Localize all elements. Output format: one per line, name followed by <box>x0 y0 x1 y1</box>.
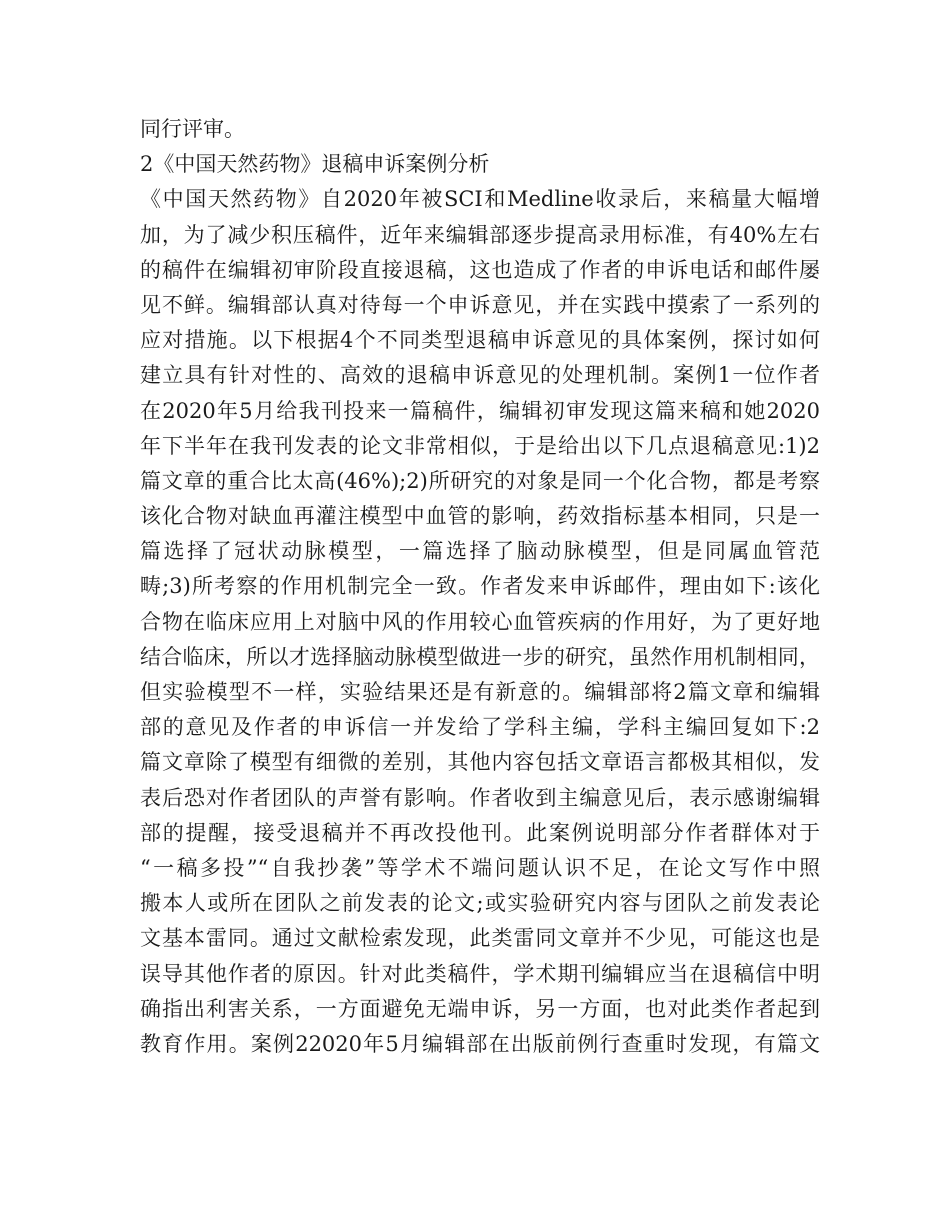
text-line: 篇文章的重合比太高(46%);2)所研究的对象是同一个化合物，都是考察 <box>140 468 820 493</box>
body-text <box>140 112 820 1062</box>
text-line: 该化合物对缺血再灌注模型中血管的影响，药效指标基本相同，只是一 <box>140 504 820 529</box>
text-line: 应对措施。以下根据4个不同类型退稿申诉意见的具体案例，探讨如何 <box>140 328 820 353</box>
text-line: 文基本雷同。通过文献检索发现，此类雷同文章并不少见，可能这也是 <box>140 926 820 951</box>
text-line: 确指出利害关系，一方面避免无端申诉，另一方面，也对此类作者起到 <box>140 996 820 1021</box>
text-line: 表后恐对作者团队的声誉有影响。作者收到主编意见后，表示感谢编辑 <box>140 785 820 810</box>
text-line: 见不鲜。编辑部认真对待每一个申诉意见，并在实践中摸索了一系列的 <box>140 292 820 317</box>
text-line: 但实验模型不一样，实验结果还是有新意的。编辑部将2篇文章和编辑 <box>140 680 820 704</box>
text-line: 篇选择了冠状动脉模型，一篇选择了脑动脉模型，但是同属血管范 <box>140 539 820 564</box>
text-line: 搬本人或所在团队之前发表的论文;或实验研究内容与团队之前发表论 <box>140 891 820 916</box>
text-line: 畴;3)所考察的作用机制完全一致。作者发来申诉邮件，理由如下:该化 <box>140 574 820 599</box>
text-line: 的稿件在编辑初审阶段直接退稿，这也造成了作者的申诉电话和邮件屡 <box>140 257 820 282</box>
text-line: 教育作用。案例22020年5月编辑部在出版前例行查重时发现，有篇文 <box>140 1031 820 1056</box>
text-line: 篇文章除了模型有细微的差别，其他内容包括文章语言都极其相似，发 <box>140 750 820 775</box>
text-line: 《中国天然药物》自2020年被SCI和Medline收录后，来稿量大幅增 <box>140 187 820 212</box>
text-line: 部的提醒，接受退稿并不再改投他刊。此案例说明部分作者群体对于 <box>140 820 820 845</box>
text-line: 误导其他作者的原因。针对此类稿件，学术期刊编辑应当在退稿信中明 <box>140 961 820 986</box>
text-line: 建立具有针对性的、高效的退稿申诉意见的处理机制。案例1一位作者 <box>140 363 820 388</box>
text-line: 在2020年5月给我刊投来一篇稿件，编辑初审发现这篇来稿和她2020 <box>140 398 820 423</box>
text-line: “一稿多投”“自我抄袭”等学术不端问题认识不足，在论文写作中照 <box>140 855 820 880</box>
text-line: 部的意见及作者的申诉信一并发给了学科主编，学科主编回复如下:2 <box>140 715 820 740</box>
text-line: 结合临床，所以才选择脑动脉模型做进一步的研究，虽然作用机制相同， <box>140 644 820 669</box>
text-line: 合物在临床应用上对脑中风的作用较心血管疾病的作用好，为了更好地 <box>140 609 820 634</box>
section-heading: 2《中国天然药物》退稿申诉案例分析 <box>140 152 490 177</box>
text-line: 加，为了减少积压稿件，近年来编辑部逐步提高录用标准，有40%左右 <box>140 222 820 247</box>
text-line: 同行评审。 <box>140 117 245 141</box>
text-line: 年下半年在我刊发表的论文非常相似，于是给出以下几点退稿意见:1)2 <box>140 433 820 458</box>
